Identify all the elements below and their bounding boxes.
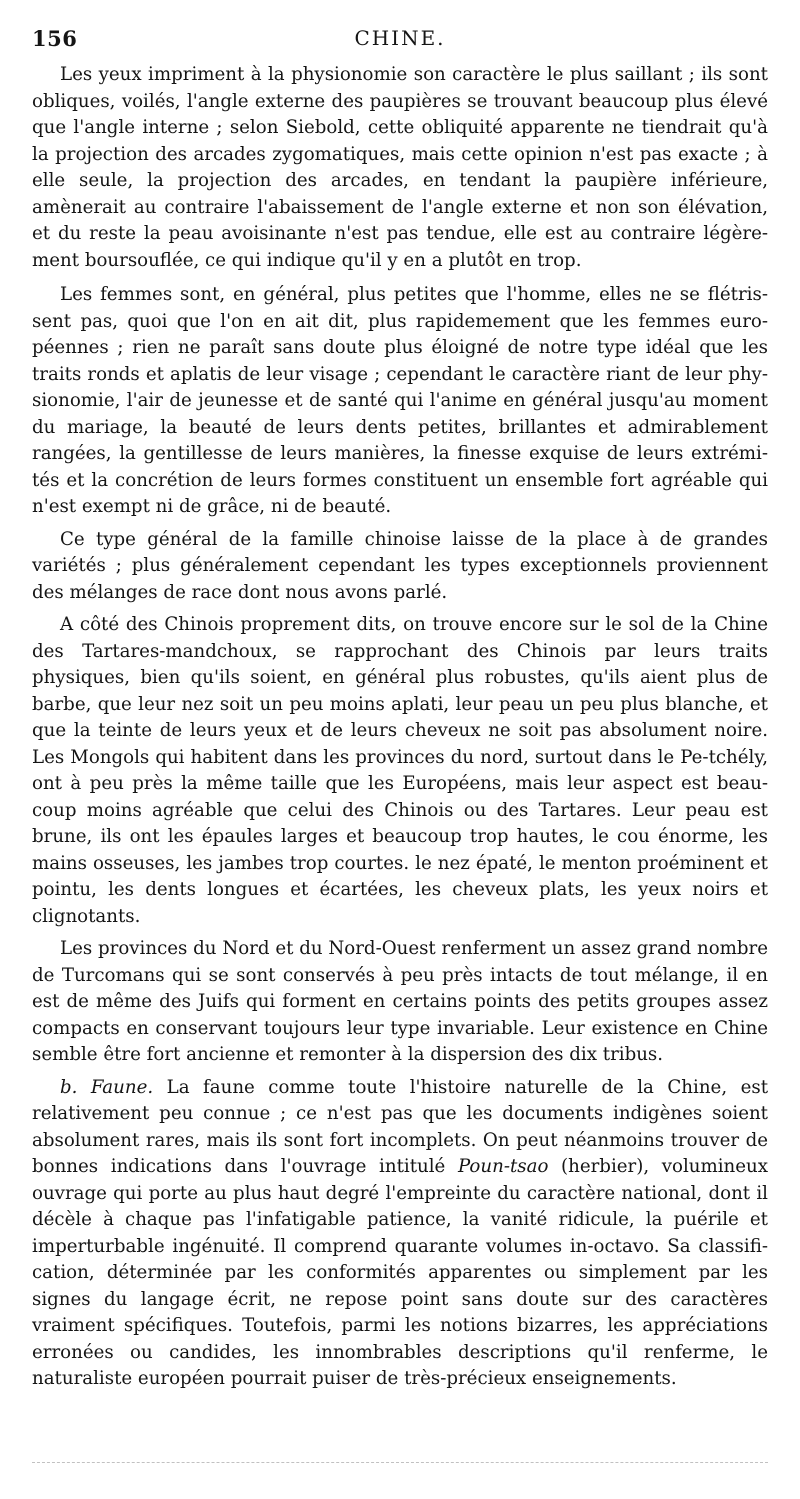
running-title: CHINE. [354, 26, 446, 50]
page-header [32, 26, 768, 56]
paragraph-eyes: Les yeux impriment à la physionomie son caractère le plus saillant ; ils sont obliques, voilés, l'angle externe des paupières se trouvant beaucoup plus élevé que l'angle interne ; selon Siebold, cette obliquité apparente ne tiendrait qu'à la projection des arcades zygomatiques, mais cette opinion n'est pas exacte ; à elle seule, la projection des arcades, en tendant la paupière inférieure, amènerait au contraire l'abaissement de l'angle externe et non son élévation, et du reste la peau avoisinante n'est pas tendue, elle est au contraire légèrement boursouflée, ce qui indique qu'il y en a plutôt en trop. [32, 64, 768, 271]
fauna-text-part-1: La faune comme toute l'histoire naturelle de la Chine, est relativement peu connue ; ce n'est pas que les documents indigènes soient absolument rares, mais ils sont fort incomplets. On peut néanmoins trouver de bonnes indications dans l'ouvrage intitulé [32, 1076, 768, 1177]
paragraph-turcomans-jews: Les provinces du Nord et du Nord-Ouest renferment un assez grand nombre de Turcomans qui se sont conservés à peu près intacts de tout mélange, il en est de même des Juifs qui forment en certains points des petits groupes assez compacts en conservant toujours leur type invariable. Leur existence en Chine semble être fort ancienne et remonter à la dispersion des dix tribus. [32, 938, 768, 1065]
section-label-fauna: b. Faune. [60, 1076, 154, 1098]
page-number: 156 [32, 26, 78, 51]
paragraph-types: Ce type général de la famille chinoise laisse de la place à de grandes variétés ; plus généralement cependant les types exceptionnels proviennent des mélanges de race dont nous avons parlé. [32, 528, 768, 603]
book-title-poun-tsao: Poun-tsao [457, 1156, 549, 1177]
paragraph-fauna [32, 1075, 768, 1393]
paragraph-women: Les femmes sont, en général, plus petites que l'homme, elles ne se flétrissent pas, quoi que l'on en ait dit, plus rapidemement que les femmes européennes ; rien ne paraît sans doute plus éloigné de notre type idéal que les traits ronds et aplatis de leur visage ; cependant le caractère riant de leur physionomie, l'air de jeunesse et de santé qui l'anime en général jusqu'au moment du mariage, la beauté de leurs dents petites, brillantes et admirablement rangées, la gentillesse de leurs manières, la finesse exquise de leurs extrémités et la concrétion de leurs formes constituent un ensemble fort agréable qui n'est exempt ni de grâce, ni de beauté. [32, 284, 768, 517]
footer-rule [32, 1462, 768, 1463]
paragraph-tartars-mongols: A côté des Chinois proprement dits, on trouve encore sur le sol de la Chine des Tartares-mandchoux, se rapprochant des Chinois par leurs traits physiques, bien qu'ils soient, en général plus robustes, qu'ils aient plus de barbe, que leur nez soit un peu moins aplati, leur peau un peu plus blanche, et que la teinte de leurs yeux et de leurs cheveux ne soit pas absolument noire. Les Mongols qui habitent dans les provinces du nord, surtout dans le Pe-tchély, ont à peu près la même taille que les Européens, mais leur aspect est beaucoup moins agréable que celui des Chinois ou des Tartares. Leur peau est brune, ils ont les épaules larges et beaucoup trop hautes, le cou énorme, les mains osseuses, les jambes trop courtes. le nez épaté, le menton proéminent et pointu, les dents longues et écartées, les cheveux plats, les yeux noirs et clignotants. [32, 614, 768, 927]
fauna-text-part-2: (herbier), volumineux ouvrage qui porte au plus haut degré l'empreinte du caractère national, dont il décèle à chaque pas l'infatigable patience, la vanité ridicule, la puérile et imperturbable ingénuité. Il comprend quarante volumes in-octavo. Sa classification, déterminée par les conformités apparentes ou simplement par les signes du langage écrit, ne repose point sans doute sur des caractères vraiment spécifiques. Toutefois, parmi les notions bizarres, les appréciations erronées ou candides, les innombrables descriptions qu'il renferme, le naturaliste européen pourrait puiser de très-précieux enseignements. [32, 1156, 769, 1389]
body-text [32, 62, 768, 1399]
